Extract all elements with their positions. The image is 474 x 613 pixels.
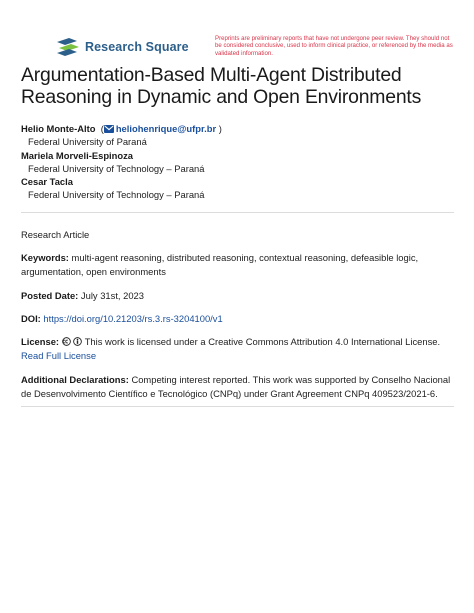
license	[21, 335, 454, 362]
doi-label: DOI:	[21, 313, 41, 324]
research-square-logo-icon	[57, 38, 79, 56]
author-affiliation: Federal University of Technology – Paraná	[28, 189, 205, 201]
research-square-logo[interactable]	[57, 38, 189, 56]
posted-date-label: Posted Date:	[21, 290, 79, 301]
license-value: This work is licensed under a Creative Commons Attribution 4.0 International License.	[84, 336, 441, 347]
keywords-label: Keywords:	[21, 252, 69, 263]
article-type: Research Article	[21, 229, 90, 240]
declarations-value: Competing interest reported. This work was supported by Conselho Nacional de Desenvolvimento Científico e Tecnológico (CNPq) under Grant Agreement CNPq 409523/2021-6.	[21, 374, 451, 399]
additional-declarations	[21, 373, 454, 400]
doi-link[interactable]: https://doi.org/10.21203/rs.3.rs-3204100/v1	[43, 313, 223, 324]
divider	[21, 212, 454, 213]
author-2: Mariela Morveli-Espinoza	[21, 149, 134, 161]
keywords	[21, 251, 454, 278]
envelope-icon	[104, 125, 114, 133]
posted-date-value: July 31st, 2023	[80, 290, 144, 301]
author-list	[21, 122, 222, 202]
keywords-value: multi-agent reasoning, distributed reasoning, contextual reasoning, defeasible logic, argumentation, open environments	[21, 252, 419, 277]
read-full-license-link[interactable]: Read Full License	[21, 349, 97, 361]
creative-commons-icon	[62, 337, 71, 346]
author-affiliation: Federal University of Paraná	[28, 136, 147, 148]
license-label: License:	[21, 336, 60, 347]
header	[0, 0, 474, 62]
doi	[21, 312, 454, 326]
preprint-notice: Preprints are preliminary reports that have not undergone peer review. They should not be considered conclusive, used to inform clinical practice, or referenced by the media as validated information.	[215, 35, 453, 57]
declarations-label: Additional Declarations:	[21, 374, 129, 385]
author-affiliation: Federal University of Technology – Paraná	[28, 162, 205, 174]
author-name: Helio Monte-Alto	[21, 123, 96, 134]
author-email: heliohenrique@ufpr.br	[115, 123, 217, 134]
author-1: Helio Monte-Alto ( heliohenrique@ufpr.br )	[21, 123, 222, 134]
attribution-icon	[73, 337, 82, 346]
posted-date	[21, 289, 454, 303]
divider	[21, 406, 454, 407]
author-email-link[interactable]	[104, 123, 216, 134]
paper-title: Argumentation-Based Multi-Agent Distributed Reasoning in Dynamic and Open Environments	[21, 64, 422, 108]
logo-text: Research Square	[85, 40, 189, 54]
author-3: Cesar Tacla	[21, 176, 73, 188]
